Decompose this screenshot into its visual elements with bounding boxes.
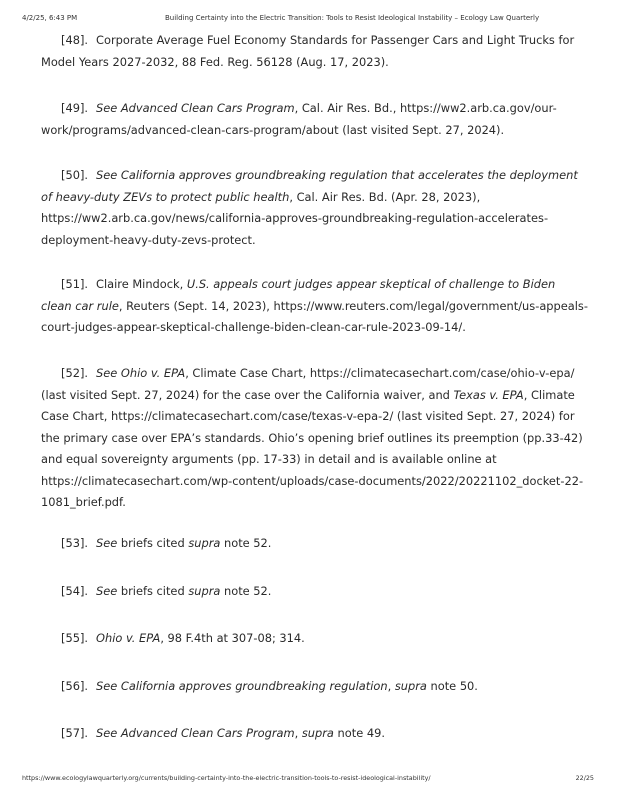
source-title: Ohio v. EPA (120, 366, 186, 380)
footnote-text: , (294, 726, 299, 740)
footnote-51 (41, 274, 589, 339)
footnote-text: , Cal. Air Res. Bd. (Apr. 28, 2023), https://ww2.arb.ca.gov/news/california-approves-groundbreaking-regulation-accelerates-deployment-heavy-duty-zevs-protect. (41, 189, 549, 247)
footnote-text: , (387, 679, 392, 693)
print-date: 4/2/25, 6:43 PM (22, 14, 78, 22)
signal-see: See (96, 726, 118, 740)
author: Claire Mindock, (96, 277, 184, 291)
signal-see: See (96, 679, 118, 693)
footnote-54 (41, 581, 589, 603)
footnote-48 (41, 30, 589, 73)
page-url: https://www.ecologylawquarterly.org/currents/building-certainty-into-the-electric-transition-tools-to-resist-ideological-instability/ (22, 774, 431, 782)
footnote-text: , Reuters (Sept. 14, 2023), https://www.reuters.com/legal/government/us-appeals-court-judges-appear-skeptical-challenge-biden-clean-car-rule-2023-09-14/. (41, 298, 588, 334)
footnote-number[interactable]: [51]. (61, 277, 89, 291)
print-footer (0, 774, 618, 784)
footnote-text: , Climate Case Chart, https://climatecasechart.com/case/texas-v-epa-2/ (last visited Sept. 27, 2024) for the primary case over EPA’s standards. Ohio’s opening brief outlines its preemption (pp.33-42) and equal sovereignty arguments (pp. 17-33) in detail and is available online at https://climatecasechart.com/wp-content/uploads/case-documents/2022/20221102_docket-22-1081_brief.pdf. (41, 387, 584, 509)
source-title: Ohio v. EPA (96, 631, 161, 645)
footnote-56 (41, 676, 589, 698)
footnote-text: , 98 F.4th at 307-08; 314. (160, 631, 305, 645)
footnote-text: note 52. (224, 584, 272, 598)
footnote-52 (41, 363, 589, 514)
footnote-number[interactable]: [48]. (61, 33, 89, 47)
footnote-number[interactable]: [54]. (61, 584, 89, 598)
footnote-number[interactable]: [57]. (61, 726, 89, 740)
signal-supra: supra (301, 726, 334, 740)
footnote-number[interactable]: [52]. (61, 366, 89, 380)
print-header (0, 14, 618, 24)
signal-see: See (96, 366, 118, 380)
signal-see: See (96, 536, 118, 550)
source-title: California approves groundbreaking regulation (120, 679, 388, 693)
footnote-text: note 50. (430, 679, 478, 693)
page-title: Building Certainty into the Electric Transition: Tools to Resist Ideological Instability – Ecology Law Quarterly (165, 14, 540, 22)
signal-see: See (96, 168, 118, 182)
footnote-text: briefs cited (120, 536, 185, 550)
footnote-text: , Cal. Air Res. Bd., https://ww2.arb.ca.gov/our-work/programs/advanced-clean-cars-program/about (last visited Sept. 27, 2024). (41, 101, 557, 137)
page-number: 22/25 (575, 774, 594, 782)
footnote-53 (41, 533, 589, 555)
footnote-number[interactable]: [53]. (61, 536, 89, 550)
footnote-number[interactable]: [56]. (61, 679, 89, 693)
source-title: U.S. appeals court judges appear skeptical of challenge to Biden clean car rule (41, 277, 556, 313)
footnote-text: note 49. (337, 726, 385, 740)
source-title: California approves groundbreaking regulation that accelerates the deployment of heavy-duty ZEVs to protect public health (41, 168, 578, 204)
source-title: Texas v. EPA (453, 387, 524, 402)
footnote-number[interactable]: [55]. (61, 631, 89, 645)
footnote-50 (41, 165, 589, 251)
source-title: Advanced Clean Cars Program (120, 726, 295, 740)
signal-see: See (96, 584, 118, 598)
footnote-55 (41, 628, 589, 650)
signal-see: See (96, 101, 118, 115)
footnote-text: briefs cited (120, 584, 185, 598)
footnote-number[interactable]: [50]. (61, 168, 89, 182)
signal-supra: supra (188, 536, 221, 550)
footnote-text: , Climate Case Chart, https://climatecasechart.com/case/ohio-v-epa/ (last visited Sept. 27, 2024) for the case over the California waiver, and (41, 366, 575, 402)
footnote-text: note 52. (224, 536, 272, 550)
footnote-number[interactable]: [49]. (61, 101, 89, 115)
footnote-text: Corporate Average Fuel Economy Standards for Passenger Cars and Light Trucks for Model Years 2027-2032, 88 Fed. Reg. 56128 (Aug. 17, 2023). (41, 33, 575, 69)
footnote-57 (41, 723, 589, 745)
source-title: Advanced Clean Cars Program (120, 101, 295, 115)
signal-supra: supra (394, 679, 427, 693)
signal-supra: supra (188, 584, 221, 598)
footnote-49 (41, 98, 589, 141)
